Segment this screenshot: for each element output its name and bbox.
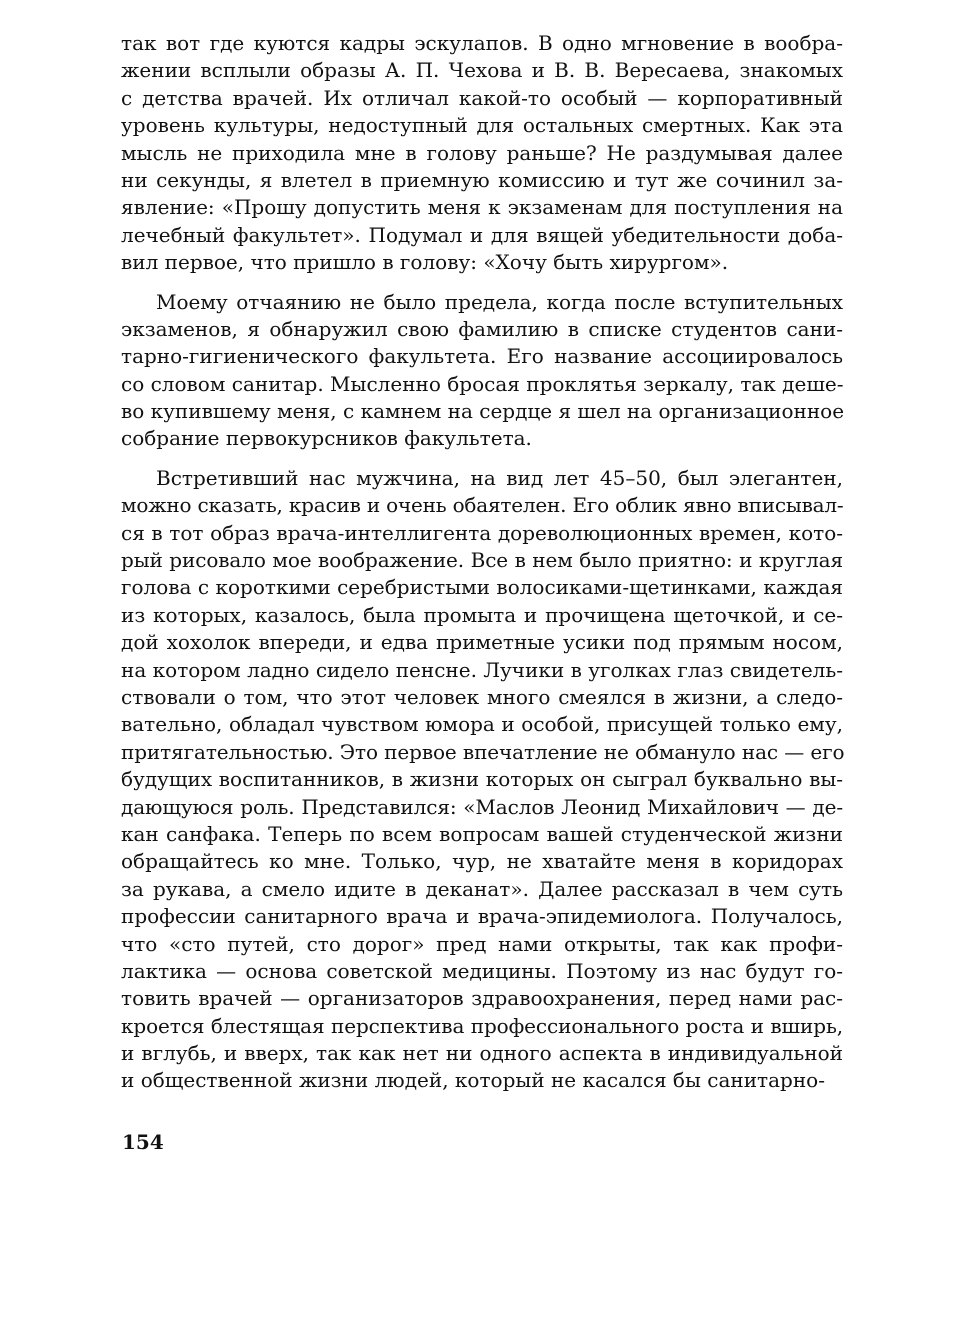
text-line: на котором ладно сидело пенсне. Лучики в уголках глаз свидетель-	[121, 657, 843, 682]
text-line: вил первое, что пришло в голову: «Хочу быть хирургом».	[121, 250, 729, 275]
text-line: кроется блестящая перспектива профессионального роста и вширь,	[121, 1013, 843, 1038]
text-line: со словом санитар. Мысленно бросая проклятья зеркалу, так деше-	[121, 371, 844, 396]
text-line: уровень культуры, недоступный для остальных смертных. Как эта	[121, 113, 843, 138]
text-line: мысль не приходила мне в голову раньше? Не раздумывая далее	[121, 140, 843, 165]
text-line: товить врачей — организаторов здравоохранения, перед нами рас-	[121, 986, 843, 1011]
text-line: Встретивший нас мужчина, на вид лет 45–50, был элегантен,	[156, 465, 843, 490]
text-line: ни секунды, я влетел в приемную комиссию и тут же сочинил за-	[121, 167, 843, 192]
text-line: кан санфака. Теперь по всем вопросам вашей студенческой жизни	[121, 821, 843, 846]
text-line: дающуюся роль. Представился: «Маслов Леонид Михайлович — де-	[121, 794, 843, 819]
page-text	[121, 30, 843, 1095]
text-line: можно сказать, красив и очень обаятелен. Его облик явно вписывал-	[121, 493, 844, 518]
text-line: собрание первокурсников факультета.	[121, 426, 532, 451]
text-line: что «сто путей, сто дорог» пред нами открыты, так как профи-	[121, 931, 843, 956]
text-line: притягательностью. Это первое впечатление не обмануло нас — его	[121, 739, 845, 764]
text-line: лактика — основа советской медицины. Поэтому из нас будут го-	[121, 958, 843, 983]
text-line: лечебный факультет». Подумал и для вящей убедительности доба-	[121, 222, 843, 247]
text-line: с детства врачей. Их отличал какой-то особый — корпоративный	[121, 85, 843, 110]
text-line: будущих воспитанников, в жизни которых он сыграл буквально вы-	[121, 767, 843, 792]
paragraph	[121, 289, 843, 453]
text-line: рый рисовало мое воображение. Все в нем было приятно: и круглая	[121, 548, 843, 573]
text-line: Моему отчаянию не было предела, когда после вступительных	[156, 289, 843, 314]
text-line: так вот где куются кадры эскулапов. В одно мгновение в вообра-	[121, 31, 843, 55]
text-line: дой хохолок впереди, и едва приметные усики под прямым носом,	[121, 630, 843, 655]
text-line: обращайтесь ко мне. Только, чур, не хватайте меня в коридорах	[121, 849, 843, 874]
text-line: жении всплыли образы А. П. Чехова и В. В. Вересаева, знакомых	[121, 58, 843, 83]
text-line: из которых, казалось, была промыта и прочищена щеточкой, и се-	[121, 602, 843, 627]
text-line: и вглубь, и вверх, так как нет ни одного аспекта в индивидуальной	[121, 1041, 843, 1066]
text-line: явление: «Прошу допустить меня к экзаменам для поступления на	[121, 195, 843, 220]
text-line: тарно-гигиенического факультета. Его название ассоциировалось	[121, 344, 843, 369]
text-line: ся в тот образ врача-интеллигента дореволюционных времен, кото-	[121, 520, 843, 545]
text-line: за рукава, а смело идите в деканат». Далее рассказал в чем суть	[121, 876, 843, 901]
paragraph	[121, 30, 843, 277]
text-line: во купившему меня, с камнем на сердце я шел на организационное	[121, 399, 845, 424]
text-line: и общественной жизни людей, который не касался бы санитарно-	[121, 1068, 825, 1093]
paragraph	[121, 465, 843, 1095]
page-number: 154	[122, 1130, 164, 1154]
text-line: профессии санитарного врача и врача-эпидемиолога. Получалось,	[121, 904, 843, 929]
text-line: ствовали о том, что этот человек много смеялся в жизни, а следо-	[121, 684, 843, 709]
text-line: голова с короткими серебристыми волосиками-щетинками, каждая	[121, 575, 843, 600]
text-line: вательно, обладал чувством юмора и особой, присущей только ему,	[121, 712, 843, 737]
text-line: экзаменов, я обнаружил свою фамилию в списке студентов сани-	[121, 316, 843, 341]
